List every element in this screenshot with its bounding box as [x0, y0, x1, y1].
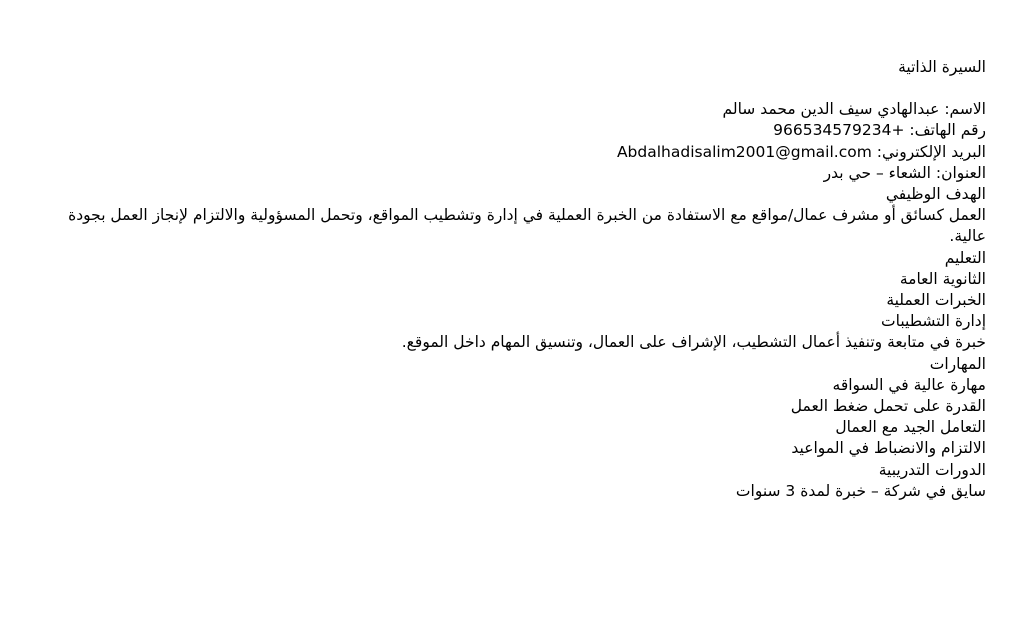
- objective-text: العمل كسائق أو مشرف عمال/مواقع مع الاستفادة من الخبرة العملية في إدارة وتشطيب المواقع، وتحمل المسؤولية والالتزام لإنجاز العمل بجودة عالية.: [68, 206, 986, 246]
- education-item: الثانوية العامة: [899, 269, 986, 288]
- skill-item: مهارة عالية في السواقه: [832, 375, 986, 394]
- courses-heading: الدورات التدريبية: [878, 460, 986, 479]
- experience-description: خبرة في متابعة وتنفيذ أعمال التشطيب، الإشراف على العمال، وتنسيق المهام داخل الموقع.: [401, 333, 986, 352]
- blank-line: [36, 78, 986, 99]
- email-line: البريد الإلكتروني: Abdalhadisalim2001@gmail.com: [616, 142, 986, 161]
- objective-heading: الهدف الوظيفي: [885, 185, 986, 204]
- education-heading: التعليم: [944, 248, 986, 267]
- resume-document: [36, 57, 986, 502]
- skill-item: التعامل الجيد مع العمال: [835, 418, 986, 437]
- skill-item: الالتزام والانضباط في المواعيد: [791, 439, 986, 458]
- address-line: العنوان: الشعاء – حي بدر: [823, 163, 986, 182]
- course-item: سايق في شركة – خبرة لمدة 3 سنوات: [735, 481, 986, 500]
- experience-title: إدارة التشطيبات: [881, 312, 986, 331]
- name-line: الاسم: عبدالهادي سيف الدين محمد سالم: [722, 100, 986, 119]
- skill-item: القدرة على تحمل ضغط العمل: [790, 397, 986, 416]
- experience-heading: الخبرات العملية: [886, 291, 986, 310]
- document-title: السيرة الذاتية: [898, 58, 986, 76]
- phone-line: رقم الهاتف: +966534579234: [773, 121, 986, 140]
- skills-heading: المهارات: [929, 354, 986, 373]
